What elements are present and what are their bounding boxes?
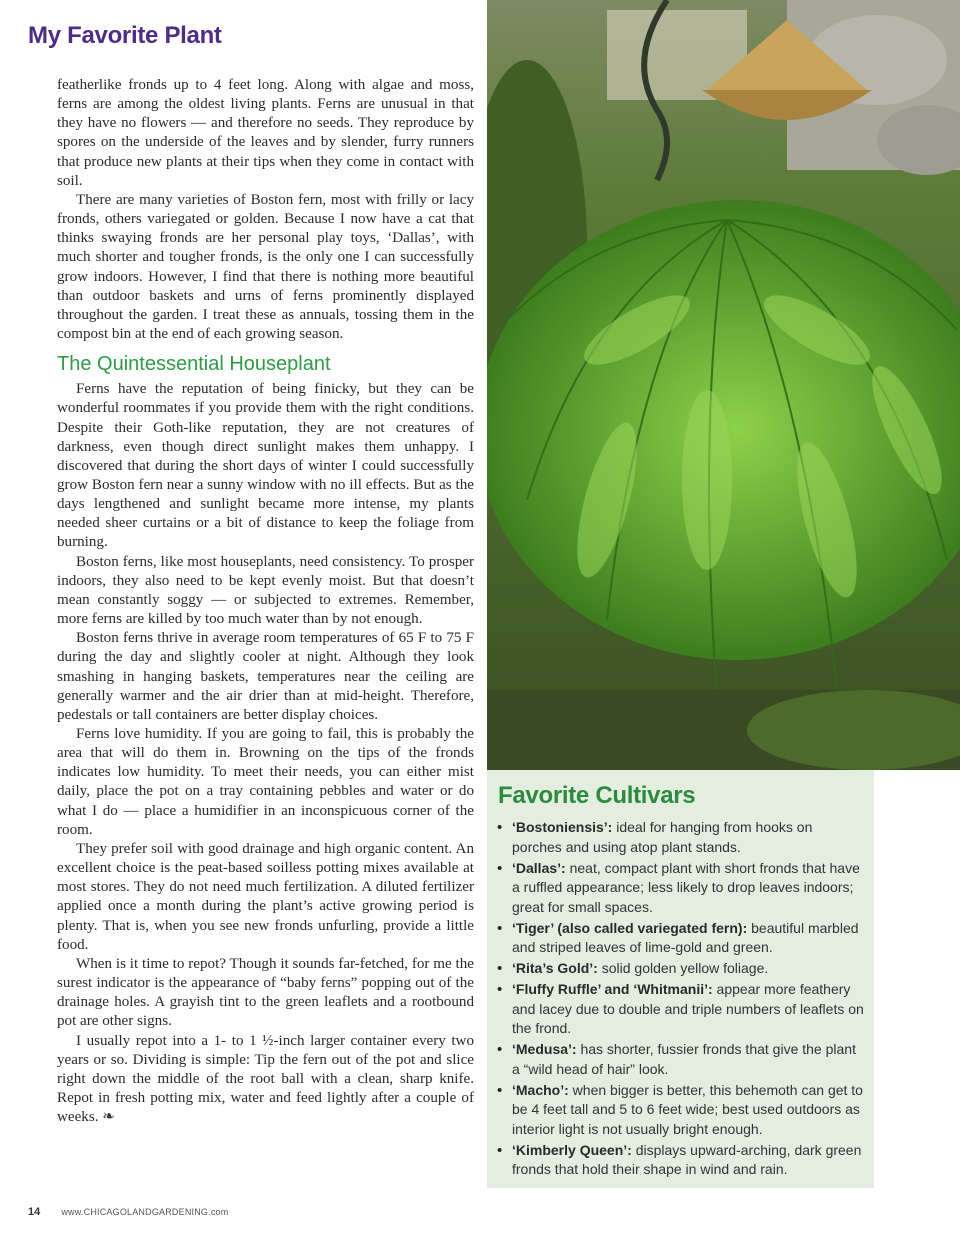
paragraph: featherlike fronds up to 4 feet long. Along with algae and moss, ferns are among the oldest living plants. Ferns are unusual in that they have no flowers — and therefore no seeds. They reproduce by spores on the underside of the leaves and by slender, furry runners that produce new plants at their tips when they come in contact with soil. — [57, 77, 474, 189]
cultivar-description: beautiful marbled and striped leaves of lime-gold and green. — [512, 919, 859, 955]
list-item — [496, 818, 866, 857]
list-item — [496, 980, 866, 1039]
cultivar-description: displays upward-arching, dark green fronds that hold their shape in wind and rain. — [512, 1141, 862, 1177]
paragraph: They prefer soil with good drainage and high organic content. An excellent choice is the peat-based soilless potting mixes available at most stores. They do not need much fertilization. A diluted fertilizer applied once a month during the plant’s active growing period is plenty. That is, when you see new fronds unfurling, provide a little food. — [57, 840, 474, 953]
cultivar-description: when bigger is better, this behemoth can get to be 4 feet tall and 5 to 6 feet wide; best used outdoors as interior light is not usually bright enough. — [512, 1081, 863, 1137]
page-footer — [28, 1206, 228, 1218]
paragraph-last — [57, 1032, 474, 1128]
list-item — [496, 919, 866, 958]
cultivar-name: ‘Rita’s Gold’: — [512, 960, 598, 976]
list-item — [496, 959, 866, 979]
subheading: The Quintessential Houseplant — [57, 353, 331, 376]
hanging-boston-fern-photo — [487, 0, 960, 770]
list-item — [496, 1081, 866, 1140]
paragraph: When is it time to repot? Though it sounds far-fetched, for me the surest indicator is the appearance of “baby ferns” popping out of the drainage holes. A grayish tint to the green leaflets and a rootbound pot are other signs. — [57, 955, 474, 1030]
cultivar-name: ‘Fluffy Ruffle’ and ‘Whitmanii’: — [512, 981, 713, 997]
paragraph: Ferns have the reputation of being finicky, but they can be wonderful roommates if you provide them with the right conditions. Despite their Goth-like reputation, they are not creatures of darkness, even though direct sunlight makes them unhappy. I discovered that during the short days of winter I could successfully grow Boston fern near a sunny window with no ill effects. But as the days lengthened and sunlight became more intense, my plants needed sheer curtains or a bit of distance to keep the foliage from burning. — [57, 381, 474, 551]
list-item — [496, 1040, 866, 1079]
cultivar-list — [496, 818, 866, 1181]
paragraph: There are many varieties of Boston fern, most with frilly or lacy fronds, others variegated or golden. Because I now have a cat that thinks swaying fronds are her personal play toys, ‘Dallas’, with much shorter and tougher fronds, is the only one I can successfully grow indoors. However, I find that there is nothing more beautiful than outdoor baskets and urns of ferns prominently displayed throughout the garden. I treat these as annuals, tossing them in the compost bin at the end of each growing season. — [57, 191, 474, 343]
favorite-cultivars-box — [487, 770, 874, 1188]
paragraph: Boston ferns thrive in average room temperatures of 65 F to 75 F during the day and slightly cooler at night. Although they look smashing in hanging baskets, temperatures near the ceiling are generally warmer and the air drier than at mid-height. Therefore, pedestals or tall containers are better display choices. — [57, 630, 474, 723]
cultivar-name: ‘Macho’: — [512, 1081, 569, 1098]
website-url: www.CHICAGOLANDGARDENING.com — [61, 1207, 229, 1217]
cultivar-description: has shorter, fussier fronds that give the plant a “wild head of hair” look. — [512, 1041, 856, 1077]
list-item — [496, 859, 866, 918]
page-number: 14 — [28, 1206, 41, 1218]
cultivar-name: ‘Kimberly Queen’: — [512, 1141, 632, 1158]
cultivar-name: ‘Tiger’ (also called variegated fern): — [512, 919, 748, 936]
paragraph: Boston ferns, like most houseplants, need consistency. To prosper indoors, they also need to be kept evenly moist. But that doesn’t mean constantly soggy — or subjected to extremes. Remember, more ferns are killed by too much water than by not enough. — [57, 553, 474, 628]
sidebar-title: Favorite Cultivars — [498, 782, 696, 809]
article-body — [57, 76, 474, 1127]
paragraph-text: I usually repot into a 1- to 1 ½-inch larger container every two years or so. Dividing is simple: Tip the fern out of the pot and slice right down the middle of the root ball with a clean, sharp knife. Repot in fresh potting mix, water and feed lightly after a couple of weeks. — [57, 1032, 474, 1126]
paragraph: Ferns love humidity. If you are going to fail, this is probably the area that will do them in. Browning on the tips of the fronds indicates low humidity. To meet their needs, you can either mist daily, place the pot on a tray containing pebbles and water or do what I do — place a humidifier in an inconspicuous corner of the room. — [57, 726, 474, 838]
cultivar-description: neat, compact plant with short fronds that have a ruffled appearance; less likely to drop leaves indoors; great for small spaces. — [512, 859, 860, 915]
cultivar-description: solid golden yellow foliage. — [601, 960, 769, 976]
cultivar-name: ‘Bostoniensis’: — [512, 819, 613, 835]
cultivar-name: ‘Medusa’: — [512, 1041, 577, 1057]
list-item — [496, 1141, 866, 1180]
cultivar-description: appear more feathery and lacey due to double and triple numbers of leaflets on the frond. — [512, 981, 864, 1036]
section-title: My Favorite Plant — [28, 22, 222, 49]
fleuron-end-icon: ❧ — [102, 1109, 115, 1126]
cultivar-description: ideal for hanging from hooks on porches and using atop plant stands. — [512, 819, 813, 855]
cultivar-name: ‘Dallas’: — [512, 859, 566, 876]
